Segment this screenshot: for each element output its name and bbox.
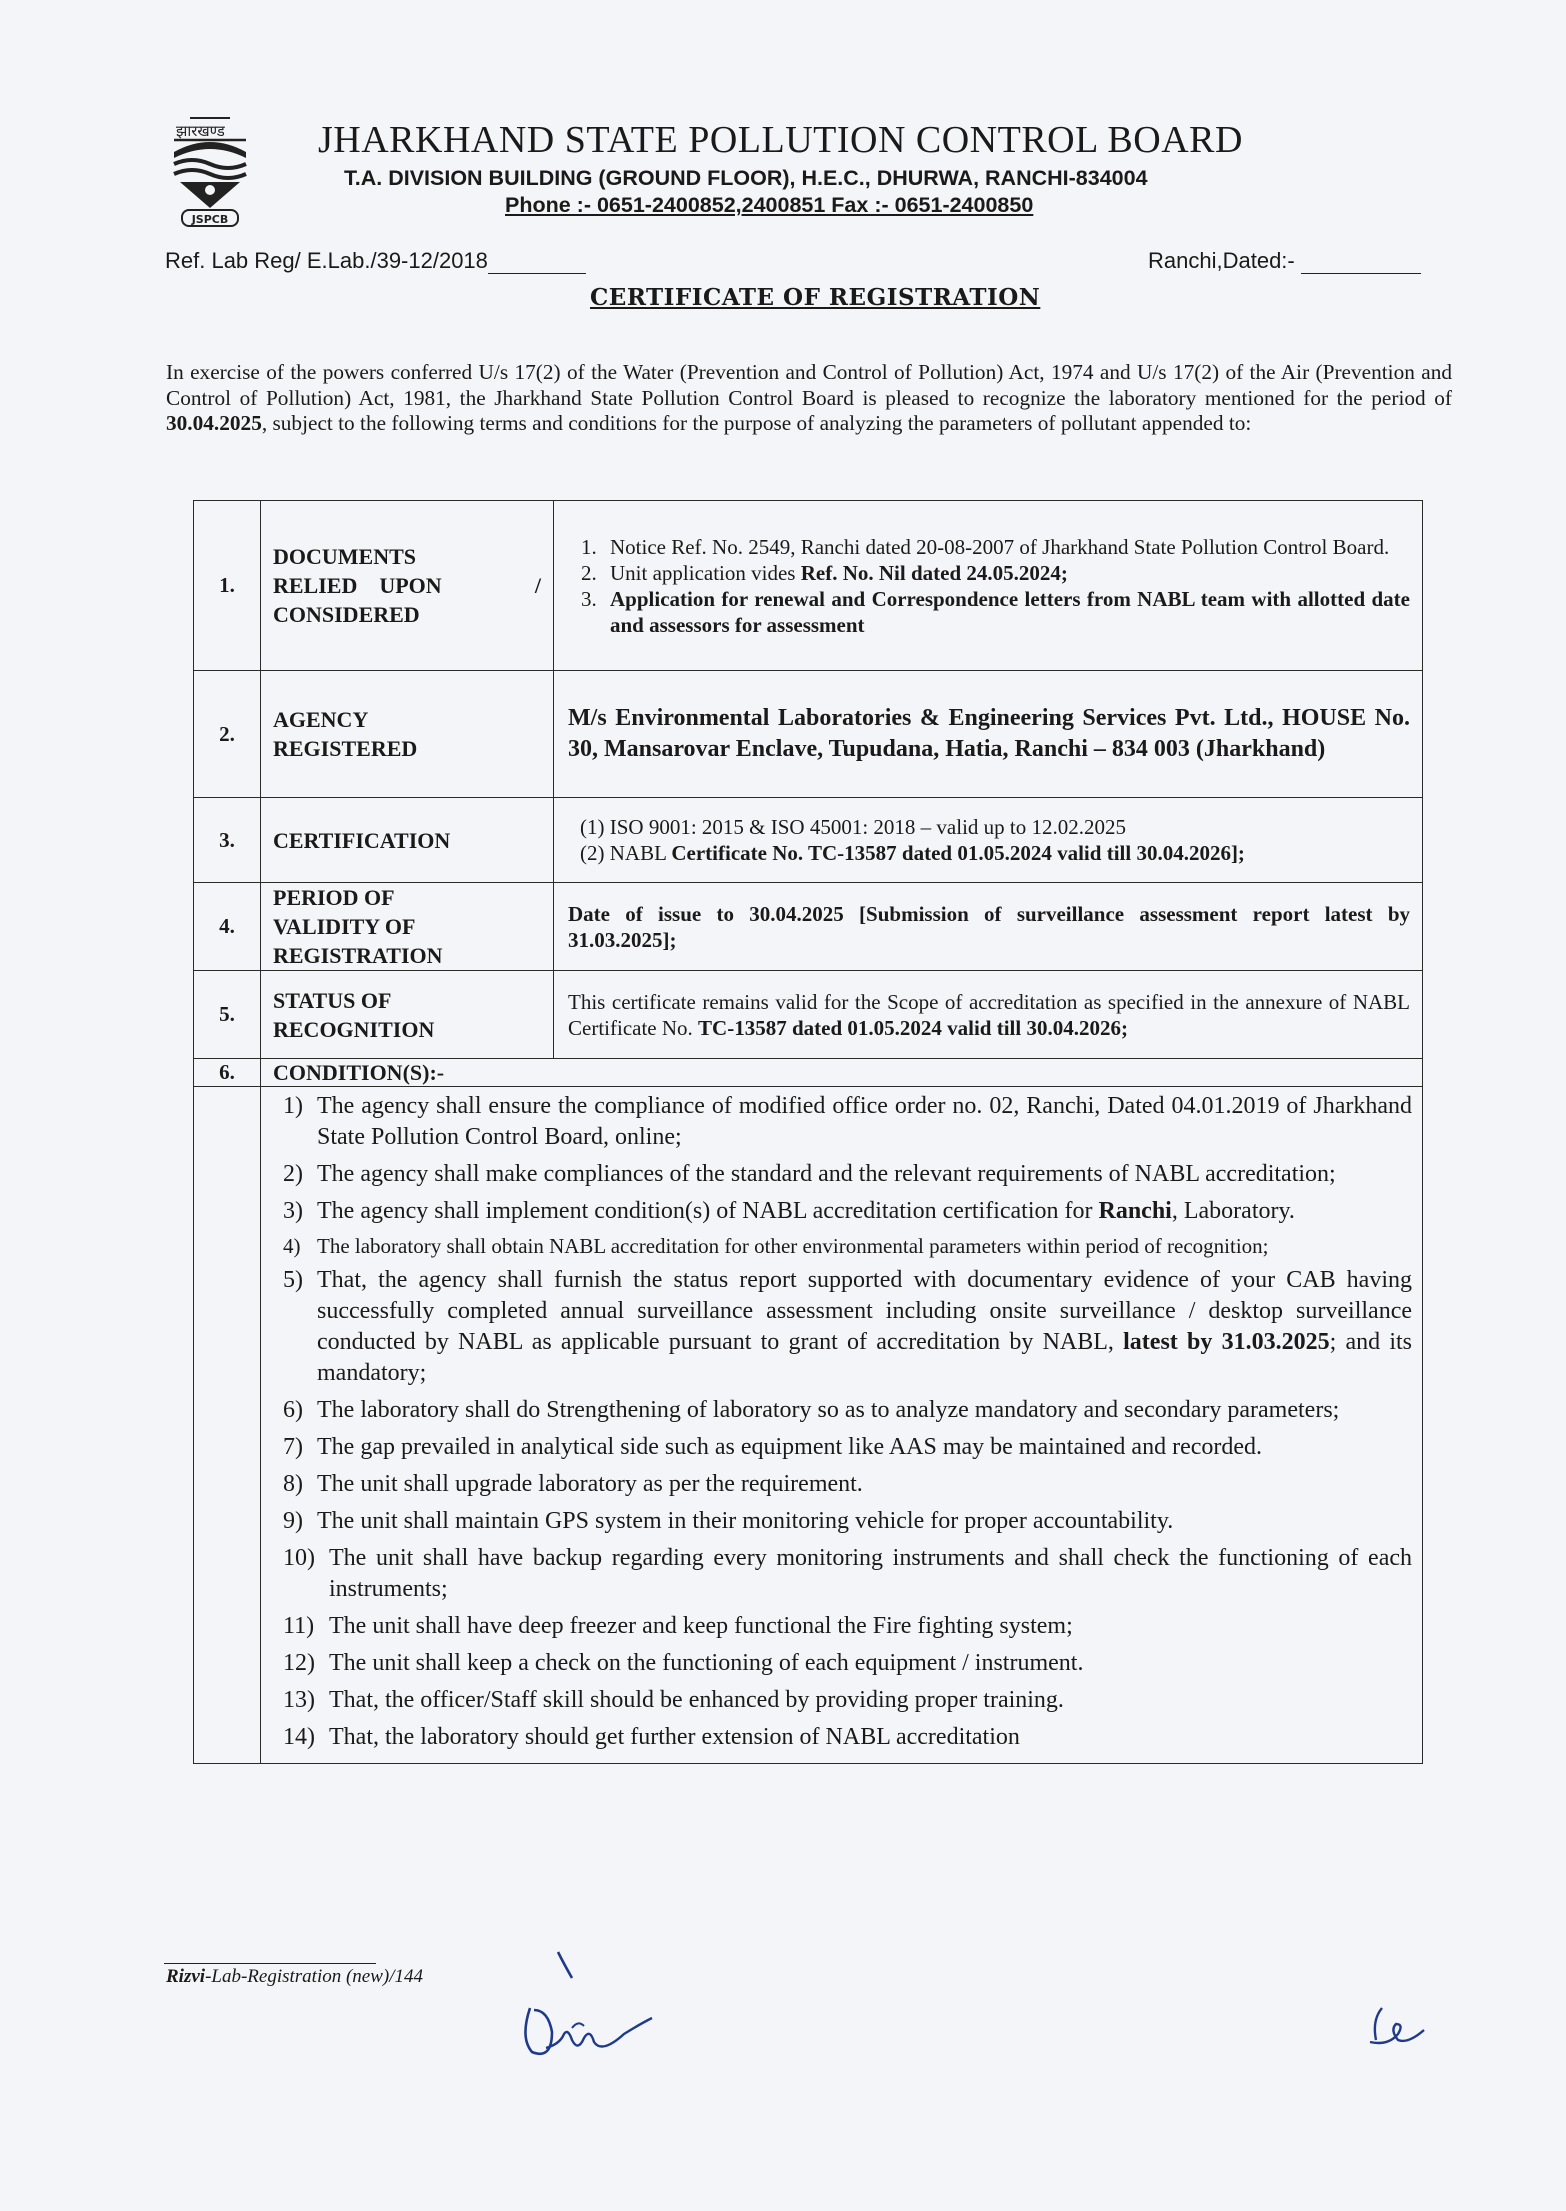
condition-text: That, the officer/Staff skill should be enhanced by providing proper training. — [329, 1687, 1064, 1713]
table-row — [194, 1087, 1423, 1764]
condition-number: 8) — [283, 1471, 303, 1497]
table-row — [194, 883, 1423, 971]
row-label: AGENCY REGISTERED — [261, 671, 554, 798]
condition-text: The agency shall implement condition(s) of NABL accreditation certification for Ranchi, Laboratory. — [317, 1198, 1295, 1224]
condition-text: The agency shall ensure the compliance of modified office order no. 02, Ranchi, Dated 04.01.2019 of Jharkhand State Pollution Control Board, online; — [317, 1093, 1412, 1150]
condition-number: 5) — [283, 1267, 303, 1293]
conditions-cell — [261, 1087, 1423, 1764]
svg-text:झारखण्ड: झारखण्ड — [176, 122, 225, 140]
row-number: 4. — [194, 883, 261, 971]
intro-date: 30.04.2025 — [166, 411, 262, 435]
footer-reference: Rizvi-Lab-Registration (new)/144 — [166, 1966, 424, 1987]
condition-number: 10) — [283, 1545, 315, 1571]
signature-initials — [1368, 2000, 1426, 2050]
conditions-heading: CONDITION(S):- — [261, 1059, 1423, 1087]
dated-label: Ranchi,Dated:- — [1148, 248, 1295, 273]
condition-text: The laboratory shall obtain NABL accreditation for other environmental parameters within period of recognition; — [317, 1234, 1269, 1258]
board-address: T.A. DIVISION BUILDING (GROUND FLOOR), H.E.C., DHURWA, RANCHI-834004 — [344, 166, 1148, 190]
row-number: 2. — [194, 671, 261, 798]
condition-text: That, the agency shall furnish the status report supported with documentary evidence of your CAB having successfully completed annual surveillance assessment including onsite surveillance / desktop surveillance conducted by NABL as applicable pursuant to grant of accreditation by NABL, latest by 31.03.2025; and its mandatory; — [317, 1267, 1412, 1386]
condition-item — [283, 1432, 1412, 1463]
reference-text: Ref. Lab Reg/ E.Lab./39-12/2018 — [165, 248, 488, 273]
reference-blank-line — [488, 253, 586, 274]
row-label: STATUS OF RECOGNITION — [261, 971, 554, 1059]
condition-number: 14) — [283, 1724, 315, 1750]
condition-item — [283, 1196, 1412, 1227]
reference-number — [165, 248, 586, 274]
condition-number: 7) — [283, 1434, 303, 1460]
condition-item — [283, 1685, 1412, 1716]
documents-list — [568, 534, 1410, 638]
svg-text:JSPCB: JSPCB — [191, 213, 229, 226]
table-row — [194, 671, 1423, 798]
condition-item — [283, 1506, 1412, 1537]
table-row — [194, 501, 1423, 671]
condition-text: The unit shall have deep freezer and keep functional the Fire fighting system; — [329, 1613, 1073, 1639]
list-item: 2. Unit application vides Ref. No. Nil dated 24.05.2024; — [602, 560, 1410, 586]
jspcb-logo — [168, 112, 286, 230]
table-row — [194, 971, 1423, 1059]
condition-item — [283, 1611, 1412, 1642]
condition-item — [283, 1722, 1412, 1753]
condition-text: The unit shall upgrade laboratory as per the requirement. — [317, 1471, 863, 1497]
board-name: JHARKHAND STATE POLLUTION CONTROL BOARD — [318, 119, 1243, 161]
condition-text: The unit shall have backup regarding every monitoring instruments and shall check the functioning of each instruments; — [329, 1545, 1412, 1602]
row-label: PERIOD OF VALIDITY OF REGISTRATION — [261, 883, 554, 971]
row-number: 3. — [194, 798, 261, 883]
condition-item — [283, 1265, 1412, 1389]
condition-text: The agency shall make compliances of the standard and the relevant requirements of NABL accreditation; — [317, 1161, 1336, 1187]
condition-item — [283, 1395, 1412, 1426]
row-number: 1. — [194, 501, 261, 671]
row-label: DOCUMENTS RELIED UPON / CONSIDERED — [261, 501, 554, 671]
row-content — [554, 671, 1423, 798]
condition-text: The unit shall maintain GPS system in their monitoring vehicle for proper accountability. — [317, 1508, 1174, 1534]
registration-table — [193, 500, 1423, 1764]
condition-number: 1) — [283, 1093, 303, 1119]
condition-text: The laboratory shall do Strengthening of laboratory so as to analyze mandatory and secondary parameters; — [317, 1397, 1340, 1423]
list-item: (1) ISO 9001: 2015 & ISO 45001: 2018 – valid up to 12.02.2025 — [580, 815, 1126, 839]
intro-paragraph: In exercise of the powers conferred U/s 17(2) of the Water (Prevention and Control of Pollution) Act, 1974 and U/s 17(2) of the Air (Prevention and Control of Pollution) Act, 1981, the Jharkhand State Pollution Control Board is pleased to recognize the laboratory mentioned for the period of 30.04.2025, subject to the following terms and conditions for the purpose of analyzing the parameters of pollutant appended to: — [166, 360, 1452, 435]
condition-item — [283, 1543, 1412, 1605]
table-row — [194, 1059, 1423, 1087]
row-content — [554, 798, 1423, 883]
condition-number: 2) — [283, 1161, 303, 1187]
row-content — [554, 501, 1423, 671]
validity-text: Date of issue to 30.04.2025 [Submission of surveillance assessment report latest by 31.03.2025]; — [568, 901, 1410, 952]
signature-main — [512, 1948, 662, 2078]
condition-item — [283, 1648, 1412, 1679]
condition-number: 9) — [283, 1508, 303, 1534]
condition-number: 4) — [283, 1234, 301, 1258]
condition-number: 12) — [283, 1650, 315, 1676]
row-label: CERTIFICATION — [261, 798, 554, 883]
footer-rule — [164, 1963, 376, 1964]
certificate-title: CERTIFICATE OF REGISTRATION — [590, 284, 1041, 311]
list-item: (2) NABL Certificate No. TC-13587 dated 01.05.2024 valid till 30.04.2026]; — [580, 841, 1245, 865]
row-content — [554, 883, 1423, 971]
condition-number: 6) — [283, 1397, 303, 1423]
condition-text: That, the laboratory should get further extension of NABL accreditation — [329, 1724, 1020, 1750]
row-number: 6. — [194, 1059, 261, 1087]
condition-number: 11) — [283, 1613, 315, 1639]
list-item: 3. Application for renewal and Correspondence letters from NABL team with allotted date and assessors for assessment — [602, 586, 1410, 638]
agency-name: M/s Environmental Laboratories & Engineering Services Pvt. Ltd., HOUSE No. 30, Mansarovar Enclave, Tupudana, Hatia, Ranchi – 834 003 (Jharkhand) — [568, 705, 1410, 762]
list-item: 1. Notice Ref. No. 2549, Ranchi dated 20-08-2007 of Jharkhand State Pollution Control Board. — [602, 534, 1410, 560]
row-number: 5. — [194, 971, 261, 1059]
conditions-list — [261, 1087, 1422, 1763]
dated-field — [1148, 248, 1421, 274]
table-row — [194, 798, 1423, 883]
condition-text: The unit shall keep a check on the functioning of each equipment / instrument. — [329, 1650, 1084, 1676]
dated-blank-line — [1301, 253, 1421, 274]
condition-item — [283, 1469, 1412, 1500]
condition-number: 13) — [283, 1687, 315, 1713]
condition-number: 3) — [283, 1198, 303, 1224]
certifications-list — [568, 814, 1410, 866]
condition-item — [283, 1091, 1412, 1153]
condition-item — [283, 1233, 1412, 1259]
row-content: This certificate remains valid for the Scope of accreditation as specified in the annexure of NABL Certificate No. TC-13587 dated 01.05.2024 valid till 30.04.2026; — [554, 971, 1423, 1059]
condition-item — [283, 1159, 1412, 1190]
board-phone: Phone :- 0651-2400852,2400851 Fax :- 0651-2400850 — [505, 193, 1034, 217]
condition-text: The gap prevailed in analytical side such as equipment like AAS may be maintained and recorded. — [317, 1434, 1263, 1460]
